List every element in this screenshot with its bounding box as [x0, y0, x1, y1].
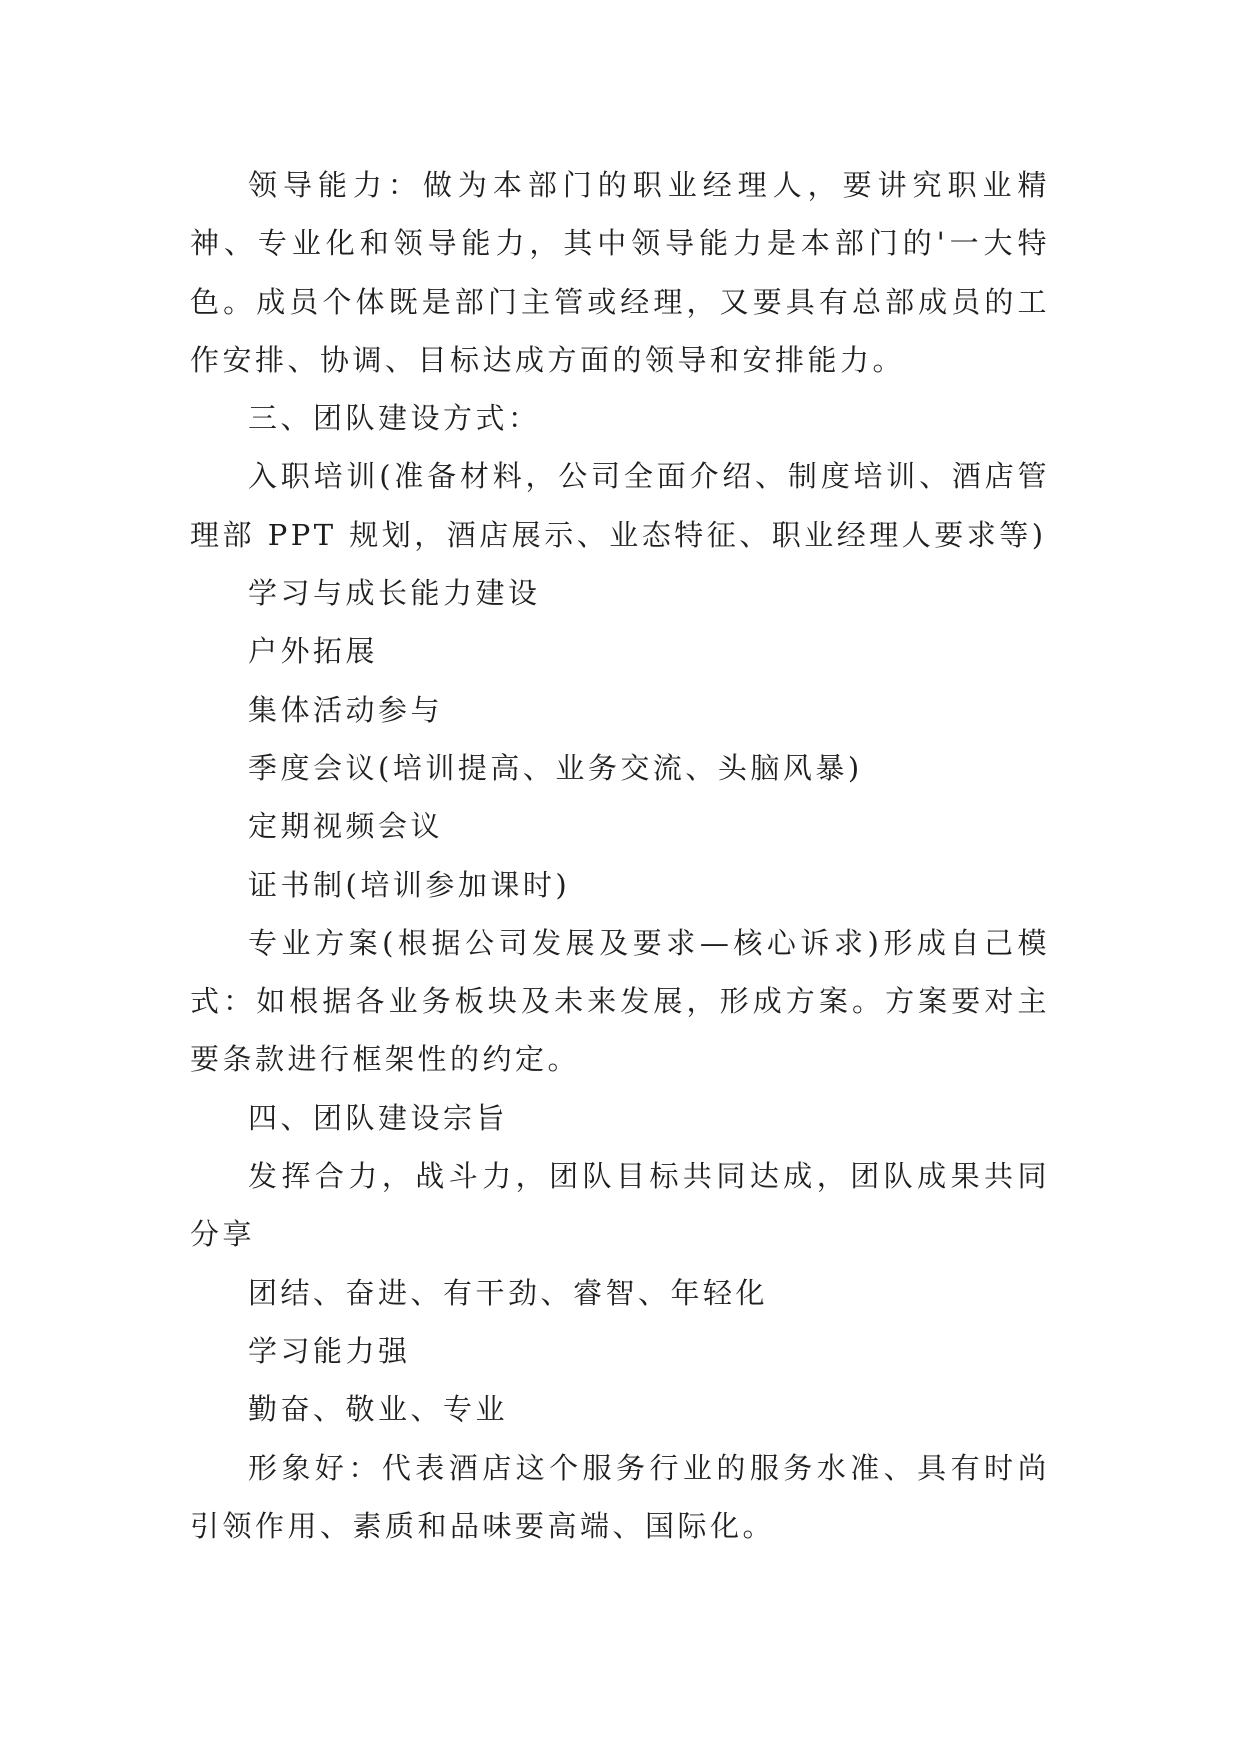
list-item-unity: 团结、奋进、有干劲、睿智、年轻化 [248, 1275, 769, 1310]
heading-team-building-methods: 三、团队建设方式： [248, 401, 541, 436]
document-body [190, 156, 1050, 1555]
paragraph-synergy: 发挥合力，战斗力，团队目标共同达成，团队成果共同分享 [190, 1159, 1050, 1252]
list-item-certificate-system: 证书制(培训参加课时) [248, 867, 571, 902]
paragraph-professional-plan: 专业方案(根据公司发展及要求—核心诉求)形成自己模式：如根据各业务板块及未来发展，形成方案。方案要对主要条款进行框架性的约定。 [190, 925, 1050, 1077]
list-item-outdoor-expansion: 户外拓展 [248, 634, 379, 669]
list-item-learning-ability: 学习能力强 [248, 1333, 411, 1368]
list-item-group-activities: 集体活动参与 [248, 692, 444, 727]
paragraph-leadership: 领导能力：做为本部门的职业经理人，要讲究职业精神、专业化和领导能力，其中领导能力是本部门的'一大特色。成员个体既是部门主管或经理，又要具有总部成员的工作安排、协调、目标达成方面的领导和安排能力。 [190, 168, 1050, 377]
list-item-quarterly-meeting: 季度会议(培训提高、业务交流、头脑风暴) [248, 750, 863, 785]
paragraph-onboarding-training: 入职培训(准备材料，公司全面介绍、制度培训、酒店管理部 PPT 规划，酒店展示、业态特征、职业经理人要求等) [190, 459, 1050, 552]
list-item-learning-growth: 学习与成长能力建设 [248, 576, 541, 611]
paragraph-image: 形象好：代表酒店这个服务行业的服务水准、具有时尚引领作用、素质和品味要高端、国际化。 [190, 1450, 1050, 1543]
list-item-video-meeting: 定期视频会议 [248, 809, 444, 844]
heading-team-building-purpose: 四、团队建设宗旨 [248, 1100, 509, 1135]
list-item-diligence: 勤奋、敬业、专业 [248, 1392, 509, 1427]
